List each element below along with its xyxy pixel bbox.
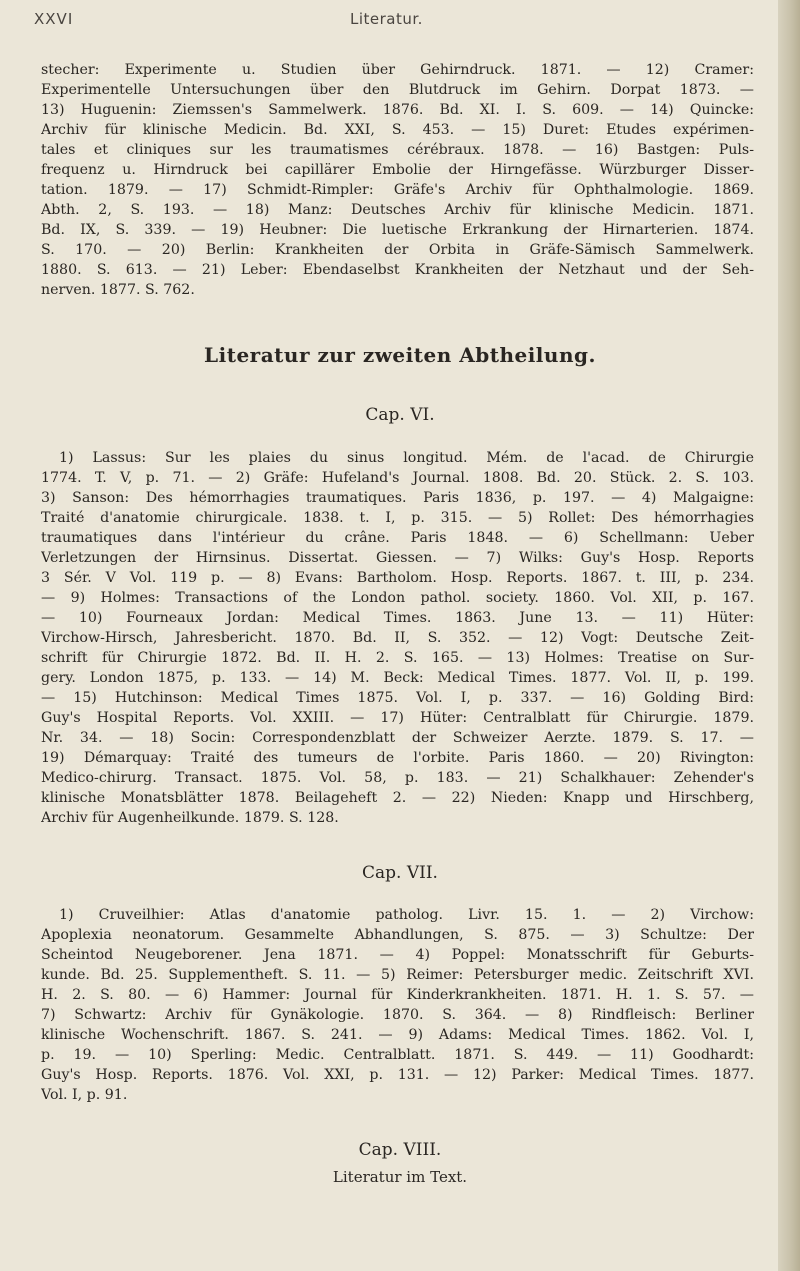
text-line: Archiv für Augenheilkunde. 1879. S. 128. — [41, 810, 339, 826]
text-line: Traité d'anatomie chirurgicale. 1838. t. I, p. 315. — 5) Rollet: Des hémorrhagies — [41, 510, 754, 526]
text-line: klinische Wochenschrift. 1867. S. 241. — 9) Adams: Medical Times. 1862. Vol. I, — [41, 1027, 754, 1043]
text-line: kunde. Bd. 25. Supplementheft. S. 11. — 5) Reimer: Petersburger medic. Zeitschrift XVI. — [41, 967, 754, 983]
text-line: p. 19. — 10) Sperling: Medic. Centralblatt. 1871. S. 449. — 11) Goodhardt: — [41, 1047, 754, 1063]
text-line: Vol. I, p. 91. — [41, 1087, 128, 1103]
text-line: frequenz u. Hirndruck bei capillärer Embolie der Hirngefässe. Würzburger Disser- — [41, 162, 754, 178]
text-line: Archiv für klinische Medicin. Bd. XXI, S. 453. — 15) Duret: Etudes expérimen- — [41, 122, 754, 138]
text-line: 13) Huguenin: Ziemssen's Sammelwerk. 1876. Bd. XI. I. S. 609. — 14) Quincke: — [41, 102, 754, 118]
chapter-6-references — [41, 448, 754, 828]
text-line: tales et cliniques sur les traumatismes cérébraux. 1878. — 16) Bastgen: Puls- — [41, 142, 754, 158]
text-line: klinische Monatsblätter 1878. Beilageheft 2. — 22) Nieden: Knapp und Hirschberg, — [41, 790, 754, 806]
chapter-title: Cap. VII. — [362, 863, 438, 883]
text-line: Abth. 2, S. 193. — 18) Manz: Deutsches Archiv für klinische Medicin. 1871. — [41, 202, 754, 218]
running-title: Literatur. — [350, 10, 423, 28]
bibliography-continued — [41, 60, 754, 300]
text-line: 7) Schwartz: Archiv für Gynäkologie. 1870. S. 364. — 8) Rindfleisch: Berliner — [41, 1007, 754, 1023]
text-line: Medico-chirurg. Transact. 1875. Vol. 58, p. 183. — 21) Schalkhauer: Zehender's — [41, 770, 754, 786]
text-line: tation. 1879. — 17) Schmidt-Rimpler: Gräfe's Archiv für Ophthalmologie. 1869. — [41, 182, 754, 198]
text-line: H. 2. S. 80. — 6) Hammer: Journal für Kinderkrankheiten. 1871. H. 1. S. 57. — — [41, 987, 754, 1003]
chapter-7-references — [41, 905, 754, 1105]
text-line: Apoplexia neonatorum. Gesammelte Abhandlungen, S. 875. — 3) Schultze: Der — [41, 927, 754, 943]
text-line: stecher: Experimente u. Studien über Gehirndruck. 1871. — 12) Cramer: — [41, 62, 754, 78]
running-head — [34, 10, 734, 34]
text-line: — 9) Holmes: Transactions of the London pathol. society. 1860. Vol. XII, p. 167. — [41, 590, 754, 606]
text-line: nerven. 1877. S. 762. — [41, 282, 195, 298]
text-line: schrift für Chirurgie 1872. Bd. II. H. 2. S. 165. — 13) Holmes: Treatise on Sur- — [41, 650, 754, 666]
text-line: 1) Cruveilhier: Atlas d'anatomie patholog. Livr. 15. 1. — 2) Virchow: — [59, 907, 754, 923]
text-line: 3 Sér. V Vol. 119 p. — 8) Evans: Bartholom. Hosp. Reports. 1867. t. III, p. 234. — [41, 570, 754, 586]
text-line: — 15) Hutchinson: Medical Times 1875. Vol. I, p. 337. — 16) Golding Bird: — [41, 690, 754, 706]
text-line: Bd. IX, S. 339. — 19) Heubner: Die luetische Erkrankung der Hirnarterien. 1874. — [41, 222, 754, 238]
text-line: Guy's Hospital Reports. Vol. XXIII. — 17) Hüter: Centralblatt für Chirurgie. 1879. — [41, 710, 754, 726]
text-line: Nr. 34. — 18) Socin: Correspondenzblatt der Schweizer Aerzte. 1879. S. 17. — — [41, 730, 754, 746]
text-line: gery. London 1875, p. 133. — 14) M. Beck: Medical Times. 1877. Vol. II, p. 199. — [41, 670, 754, 686]
chapter-title: Cap. VIII. — [358, 1140, 442, 1160]
text-line: Scheintod Neugeborener. Jena 1871. — 4) Poppel: Monatsschrift für Geburts- — [41, 947, 754, 963]
chapter-note: Literatur im Text. — [332, 1168, 468, 1186]
chapter-title: Cap. VI. — [365, 405, 435, 425]
text-line: 1880. S. 613. — 21) Leber: Ebendaselbst Krankheiten der Netzhaut und der Seh- — [41, 262, 754, 278]
text-line: 3) Sanson: Des hémorrhagies traumatiques. Paris 1836, p. 197. — 4) Malgaigne: — [41, 490, 754, 506]
text-line: 1) Lassus: Sur les plaies du sinus longitud. Mém. de l'acad. de Chirurgie — [59, 450, 754, 466]
text-line: Verletzungen der Hirnsinus. Dissertat. Giessen. — 7) Wilks: Guy's Hosp. Reports — [41, 550, 754, 566]
text-line: Virchow-Hirsch, Jahresbericht. 1870. Bd. II, S. 352. — 12) Vogt: Deutsche Zeit- — [41, 630, 754, 646]
text-line: S. 170. — 20) Berlin: Krankheiten der Orbita in Gräfe-Sämisch Sammelwerk. — [41, 242, 754, 258]
page-number: XXVI — [34, 10, 74, 28]
text-line: Experimentelle Untersuchungen über den Blutdruck im Gehirn. Dorpat 1873. — — [41, 82, 754, 98]
text-line: 1774. T. V, p. 71. — 2) Gräfe: Hufeland's Journal. 1808. Bd. 20. Stück. 2. S. 103. — [41, 470, 754, 486]
text-line: 19) Démarquay: Traité des tumeurs de l'orbite. Paris 1860. — 20) Rivington: — [41, 750, 754, 766]
section-heading: Literatur zur zweiten Abtheilung. — [204, 343, 596, 367]
page-edge-shadow — [778, 0, 800, 1271]
text-line: traumatiques dans l'intérieur du crâne. Paris 1848. — 6) Schellmann: Ueber — [41, 530, 754, 546]
text-line: — 10) Fourneaux Jordan: Medical Times. 1863. June 13. — 11) Hüter: — [41, 610, 754, 626]
text-line: Guy's Hosp. Reports. 1876. Vol. XXI, p. 131. — 12) Parker: Medical Times. 1877. — [41, 1067, 754, 1083]
